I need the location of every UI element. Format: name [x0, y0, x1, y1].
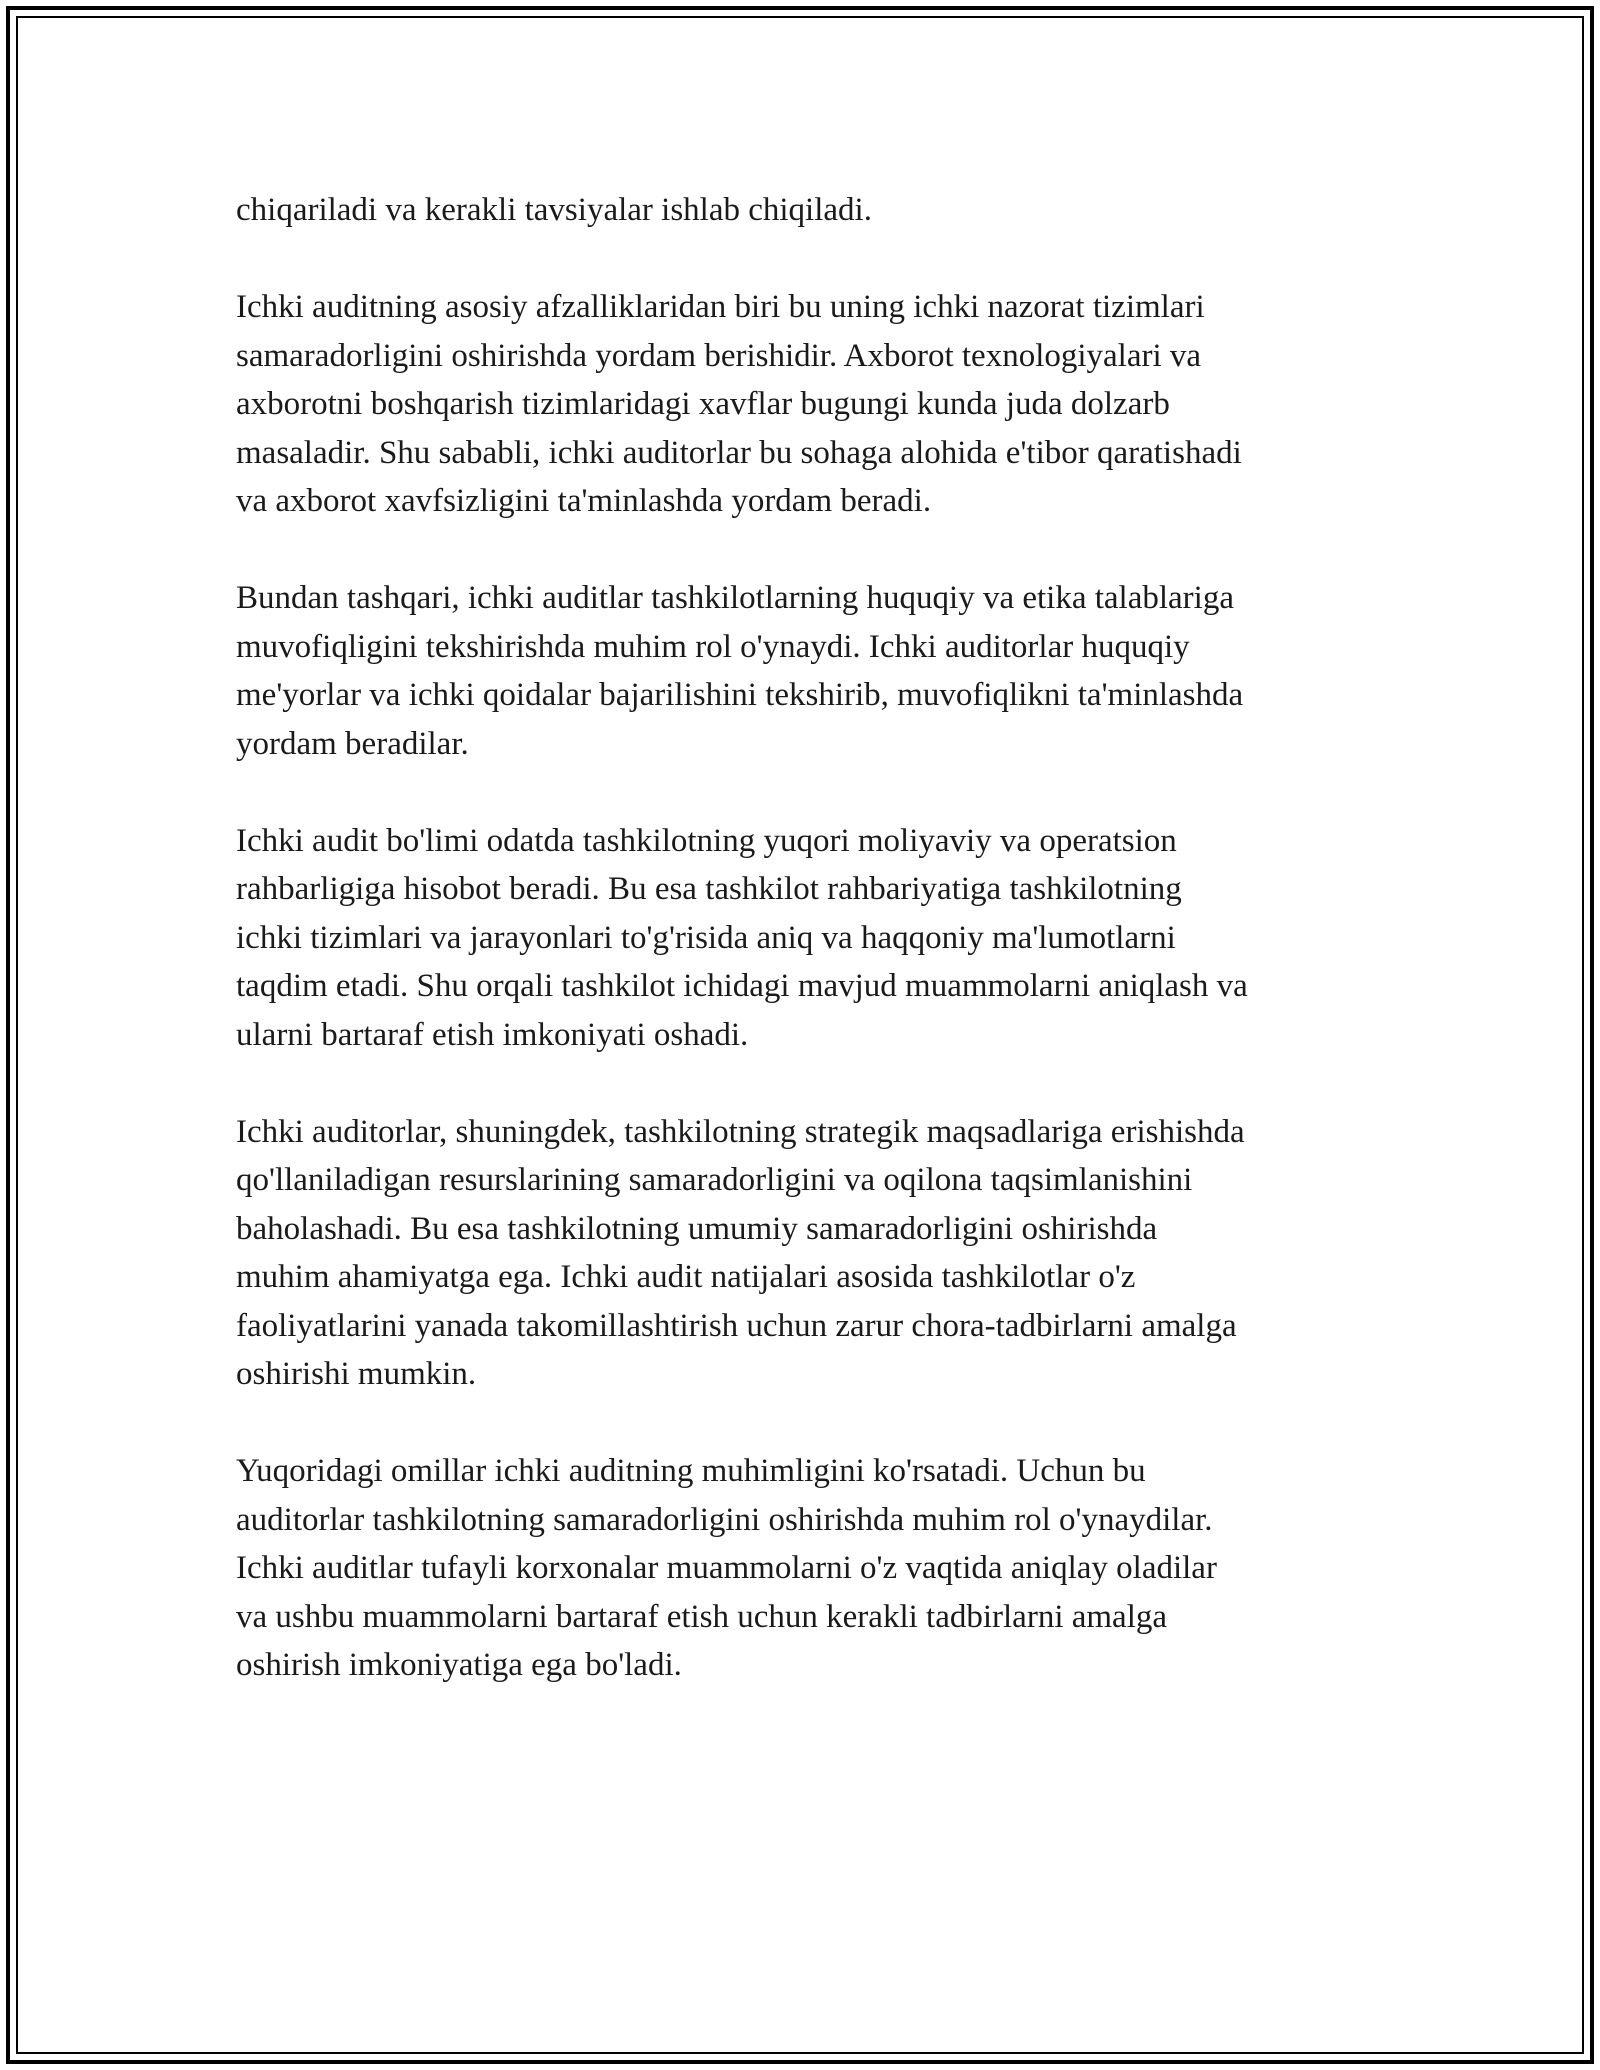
paragraph: chiqariladi va kerakli tavsiyalar ishlab chiqiladi. [236, 192, 872, 228]
paragraph: Bundan tashqari, ichki auditlar tashkilotlarning huquqiy va etika talablariga muvofiqligini tekshirishda muhim rol o'ynaydi. Ichki auditorlar huquqiy me'yorlar va ichki qoidalar bajarilishini tekshirib, muvofiqlikni ta'minlashda yordam beradilar. [236, 580, 1244, 762]
paragraph: Yuqoridagi omillar ichki auditning muhimligini ko'rsatadi. Uchun bu auditorlar tashkilotning samaradorligini oshirishda muhim rol o'ynaydilar. Ichki auditlar tufayli korxonalar muammolarni o'z vaqtida aniqlay oladilar va ushbu muammolarni bartaraf etish uchun kerakli tadbirlarni amalga oshirish imkoniyatiga ega bo'ladi. [236, 1453, 1217, 1683]
paragraph: Ichki auditorlar, shuningdek, tashkilotning strategik maqsadlariga erishishda qo'llaniladigan resurslarining samaradorligini va oqilona taqsimlanishini baholashadi. Bu esa tashkilotning umumiy samaradorligini oshirishda muhim ahamiyatga ega. Ichki audit natijalari asosida tashkilotlar o'z faoliyatlarini yanada takomillashtirish uchun zarur chora-tadbirlarni amalga oshirishi mumkin. [236, 1113, 1245, 1392]
paragraph: Ichki audit bo'limi odatda tashkilotning yuqori moliyaviy va operatsion rahbarligiga hisobot beradi. Bu esa tashkilot rahbariyatiga tashkilotning ichki tizimlari va jarayonlari to'g'risida aniq va haqqoniy ma'lumotlarni taqdim etadi. Shu orqali tashkilot ichidagi mavjud muammolarni aniqlash va ularni bartaraf etish imkoniyati oshadi. [236, 822, 1248, 1053]
document-body [236, 186, 1376, 1738]
paragraph: Ichki auditning asosiy afzalliklaridan biri bu uning ichki nazorat tizimlari samaradorligini oshirishda yordam berishidir. Axborot texnologiyalari va axborotni boshqarish tizimlaridagi xavflar bugungi kunda juda dolzarb masaladir. Shu sababli, ichki auditorlar bu sohaga alohida e'tibor qaratishadi va axborot xavfsizligini ta'minlashda yordam beradi. [236, 289, 1242, 519]
